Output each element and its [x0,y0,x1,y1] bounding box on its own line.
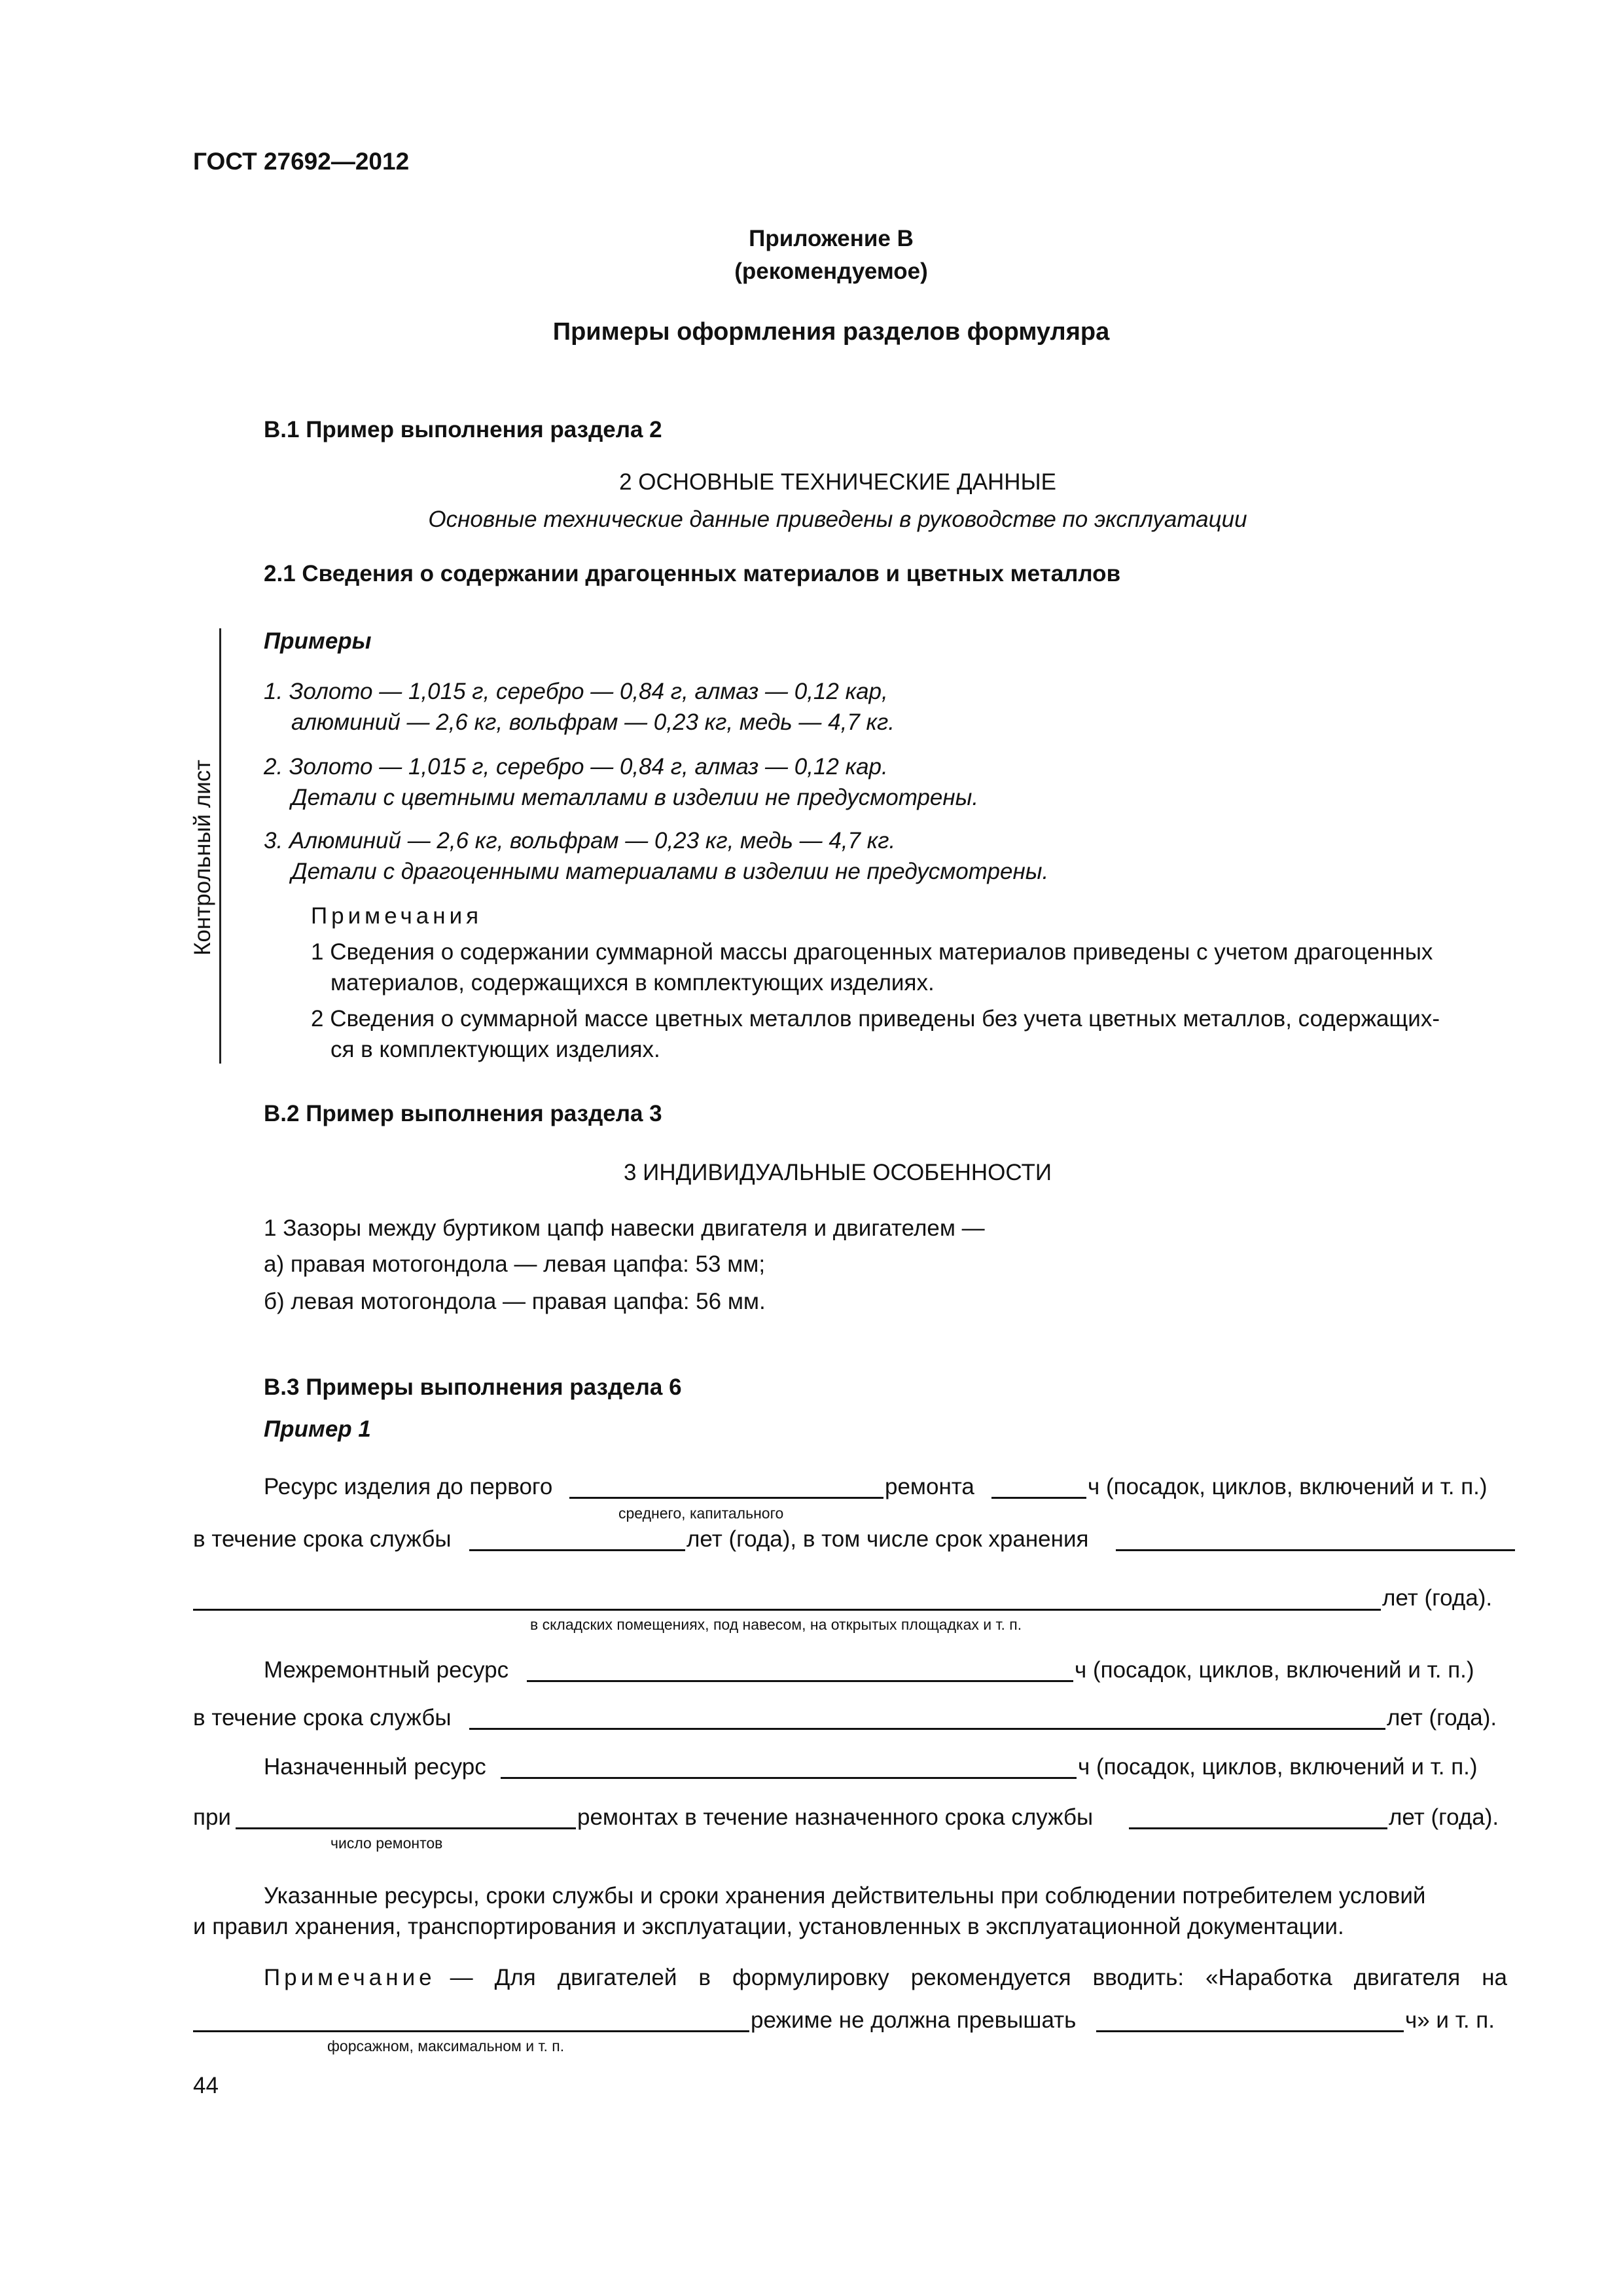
engine-note-line1 [264,1964,1507,1992]
repairs-count-blank [236,1827,576,1829]
at-label: при [193,1804,231,1830]
engine-mode-blank [193,2030,749,2032]
section-3-line2: а) правая мотогондола — левая цапфа: 53 мм; [264,1251,766,1277]
repairs-during-term-label: ремонтах в течение назначенного срока службы [577,1804,1094,1830]
assigned-term-blank [1129,1827,1387,1829]
storage-term-blank [1116,1549,1515,1551]
control-sheet-label: Контрольный лист [190,759,215,956]
engine-note-label: Примечание [264,1965,436,1990]
service-life-blank-1 [469,1549,685,1551]
section-b2-heading: В.2 Пример выполнения раздела 3 [264,1101,662,1126]
control-sheet-rule [219,628,221,1064]
repairs-count-hint: число ремонтов [330,1835,443,1852]
validity-para-line2: и правил хранения, транспортирования и эксплуатации, установленных в эксплуатационной документации. [193,1914,1344,1939]
service-life-label-2: в течение срока службы [193,1705,452,1731]
engine-limit-label: режиме не должна превышать [751,2007,1077,2033]
appendix-status: (рекомендуемое) [734,259,928,284]
note-1-line1: 1 Сведения о содержании суммарной массы драгоценных материалов приведены с учетом драгоценных [311,939,1433,965]
example-3-line1: 3. Алюминий — 2,6 кг, вольфрам — 0,23 кг, медь — 4,7 кг. [264,828,896,853]
section-b1-heading: В.1 Пример выполнения раздела 2 [264,417,662,442]
example-2-line1: 2. Золото — 1,015 г, серебро — 0,84 г, алмаз — 0,12 кар. [264,754,888,780]
storage-term-label: лет (года), в том числе срок хранения [687,1526,1089,1552]
example-2-line2: Детали с цветными металлами в изделии не предусмотрены. [291,785,979,810]
hours-cycles-label-3: ч (посадок, циклов, включений и т. п.) [1078,1754,1478,1780]
section-3-line1: 1 Зазоры между буртиком цапф навески двигателя и двигателем — [264,1215,985,1241]
engine-note-text: — Для двигателей в формулировку рекомендуется вводить: «Наработка двигателя на [450,1965,1507,1990]
service-life-blank-2 [469,1728,1385,1730]
years-label-1: лет (года). [1382,1585,1493,1611]
overhaul-resource-blank [527,1680,1073,1682]
engine-mode-hint: форсажном, максимальном и т. п. [327,2037,565,2054]
note-1-line2: материалов, содержащихся в комплектующих изделиях. [330,970,935,996]
section-b3-heading: В.3 Примеры выполнения раздела 6 [264,1374,682,1400]
hours-cycles-label-1: ч (посадок, циклов, включений и т. п.) [1088,1474,1488,1499]
repair-type-hint: среднего, капитального [618,1505,784,1522]
years-label-3: лет (года). [1389,1804,1499,1830]
storage-conditions-hint: в складских помещениях, под навесом, на открытых площадках и т. п. [530,1616,1022,1633]
repair-type-blank [569,1497,883,1499]
section-2-title: 2 ОСНОВНЫЕ ТЕХНИЧЕСКИЕ ДАННЫЕ [619,469,1056,495]
years-label-2: лет (года). [1387,1705,1497,1731]
examples-label: Примеры [264,628,372,654]
hours-cycles-label-2: ч (посадок, циклов, включений и т. п.) [1075,1657,1474,1683]
notes-label: Примечания [311,903,483,929]
section-3-line3: б) левая мотогондола — правая цапфа: 56 мм. [264,1289,766,1314]
section-2-subtitle: Основные технические данные приведены в руководстве по эксплуатации [428,507,1247,532]
assigned-resource-blank [501,1777,1077,1779]
hours-first-repair-blank [991,1497,1086,1499]
engine-limit-unit: ч» и т. п. [1405,2007,1495,2033]
example-3-line2: Детали с драгоценными материалами в изделии не предусмотрены. [291,859,1049,884]
validity-para-line1: Указанные ресурсы, сроки службы и сроки хранения действительны при соблюдении потребителем условий [264,1883,1426,1909]
page-number: 44 [193,2073,219,2098]
appendix-heading: Примеры оформления разделов формуляра [552,318,1110,346]
appendix-title: Приложение В [749,226,914,251]
standard-number: ГОСТ 27692—2012 [193,148,410,175]
overhaul-resource-label: Межремонтный ресурс [264,1657,509,1683]
storage-conditions-blank [193,1609,1381,1611]
note-2-line2: ся в комплектующих изделиях. [330,1037,660,1062]
note-2-line1: 2 Сведения о суммарной массе цветных металлов приведены без учета цветных металлов, содержащих- [311,1006,1440,1031]
repair-label: ремонта [885,1474,974,1499]
assigned-resource-label: Назначенный ресурс [264,1754,486,1780]
service-life-label-1: в течение срока службы [193,1526,452,1552]
example-1-line2: алюминий — 2,6 кг, вольфрам — 0,23 кг, медь — 4,7 кг. [291,709,895,735]
engine-limit-blank [1096,2030,1404,2032]
section-3-title: 3 ИНДИВИДУАЛЬНЫЕ ОСОБЕННОСТИ [623,1160,1052,1185]
resource-first-repair-label: Ресурс изделия до первого [264,1474,553,1499]
example-1-line1: 1. Золото — 1,015 г, серебро — 0,84 г, алмаз — 0,12 кар, [264,679,888,704]
example-1-label: Пример 1 [264,1416,371,1442]
subsection-2-1-heading: 2.1 Сведения о содержании драгоценных материалов и цветных металлов [264,561,1121,586]
